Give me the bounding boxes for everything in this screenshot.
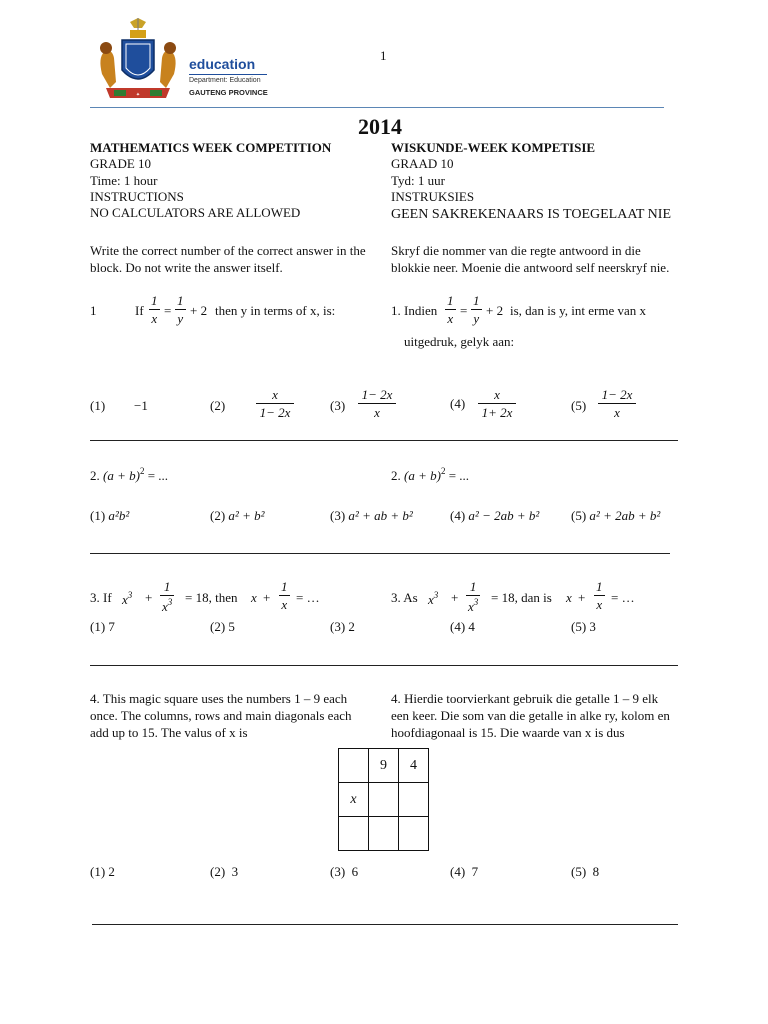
q3-prefix-af: 3. As	[391, 590, 418, 605]
instructions-heading-af: INSTRUKSIES	[391, 189, 475, 204]
q3-option-5: (5) 3	[571, 619, 596, 634]
q1-then-af: is, dan is y, int erme van x	[510, 303, 646, 318]
magic-square-cell	[339, 749, 369, 783]
q3-option-4: (4) 4	[450, 619, 475, 634]
magic-square-cell	[399, 817, 429, 851]
q4-text-en: 4. This magic square uses the numbers 1 – 9 each once. The columns, rows and main diagonals each add up to 15. The valus of x is	[90, 691, 352, 740]
time-en: Time: 1 hour	[90, 173, 158, 188]
magic-square-cell	[369, 817, 399, 851]
q1-option-4-frac: $\frac{x}{1+ 2x}$	[478, 388, 516, 419]
q1-option-4-label: (4)	[450, 396, 466, 411]
svg-text:✦: ✦	[135, 92, 141, 98]
q1-option-2-frac: $\frac{x}{1- 2x}$	[256, 388, 294, 419]
q3-option-1: (1) 7	[90, 619, 115, 634]
logo-word: education	[189, 56, 256, 72]
divider-2	[90, 553, 670, 554]
divider-3	[90, 665, 678, 666]
page-number: 1	[380, 48, 387, 63]
magic-square-cell	[339, 817, 369, 851]
q1-option-1-label: (1)	[90, 398, 106, 413]
magic-square-cell: x	[339, 783, 369, 817]
q1-option-1-value: −1	[134, 398, 148, 413]
grade-af: GRAAD 10	[391, 156, 454, 171]
magic-square-cell: 4	[399, 749, 429, 783]
q3-option-3: (3) 2	[330, 619, 355, 634]
q1-option-3-frac: $\frac{1- 2x}{x}$	[358, 388, 396, 419]
q1-number: 1	[90, 303, 97, 318]
competition-title-af: WISKUNDE-WEEK KOMPETISIE	[391, 140, 596, 155]
q1-option-5-frac: $\frac{1- 2x}{x}$	[598, 388, 636, 419]
q2-option-5: (5) a² + 2ab + b²	[571, 508, 661, 523]
magic-square-cell	[399, 783, 429, 817]
q4-option-2: (2) 3	[210, 864, 239, 879]
q2-option-4: (4) a² − 2ab + b²	[450, 508, 540, 523]
q3-option-2: (2) 5	[210, 619, 235, 634]
logo-line2: GAUTENG PROVINCE	[189, 88, 268, 97]
q4-text-af: 4. Hierdie toorvierkant gebruik die getalle 1 – 9 elk een keer. Die som van die getalle in alke ry, kolom en hoofdiagonaal is 15. Die waarde van x is dus	[391, 691, 670, 740]
coat-of-arms-icon	[92, 18, 184, 104]
divider-1	[90, 440, 678, 441]
logo-line1: Department: Education	[189, 77, 261, 84]
q3-then-en: = 18, then	[185, 590, 238, 605]
q1-line2-af: uitgedruk, gelyk aan:	[404, 334, 515, 349]
logo	[92, 18, 272, 104]
no-calculators-af: GEEN SAKREKENAARS IS TOEGELAAT NIE	[391, 207, 671, 222]
q4-option-5: (5) 8	[571, 864, 600, 879]
grade-en: GRADE 10	[90, 156, 152, 171]
year-title: 2014	[358, 114, 402, 139]
magic-square	[338, 748, 429, 851]
header-rule	[90, 107, 664, 108]
divider-4	[92, 924, 678, 925]
q2-text-af: 2. $(a + b)^2$ = ...	[391, 466, 470, 483]
instruction-text-en: Write the correct number of the correct answer in the block. Do not write the answer itself.	[90, 243, 366, 275]
q2-option-2: (2) a² + b²	[210, 508, 265, 523]
q4-option-4: (4) 7	[450, 864, 479, 879]
competition-title-en: MATHEMATICS WEEK COMPETITION	[90, 140, 332, 155]
instruction-text-af: Skryf die nommer van die regte antwoord in die blokkie neer. Moenie die antwoord self neerskryf nie.	[391, 243, 670, 275]
q2-option-3: (3) a² + ab + b²	[330, 508, 413, 523]
q1-prefix-af: 1. Indien	[391, 303, 438, 318]
q4-option-1: (1) 2	[90, 864, 115, 879]
q4-option-3: (3) 6	[330, 864, 359, 879]
q1-option-5-label: (5)	[571, 398, 587, 413]
q1-if: If	[135, 303, 144, 318]
q3-prefix-en: 3. If	[90, 590, 112, 605]
q1-frac-1x: $\frac{1}{x}$	[151, 293, 158, 326]
q2-option-1: (1) a²b²	[90, 508, 130, 523]
magic-square-cell: 9	[369, 749, 399, 783]
no-calculators-en: NO CALCULATORS ARE ALLOWED	[90, 205, 301, 220]
q1-option-2-label: (2)	[210, 398, 226, 413]
q1-frac-1y: $\frac{1}{y}$	[177, 293, 184, 326]
magic-square-cell	[369, 783, 399, 817]
time-af: Tyd: 1 uur	[391, 173, 445, 188]
q3-then-af: = 18, dan is	[491, 590, 552, 605]
q2-text-en: 2. $(a + b)^2$ = ...	[90, 466, 169, 483]
q1-option-3-label: (3)	[330, 398, 346, 413]
instructions-heading-en: INSTRUCTIONS	[90, 189, 184, 204]
q1-then-en: then y in terms of x, is:	[215, 303, 336, 318]
